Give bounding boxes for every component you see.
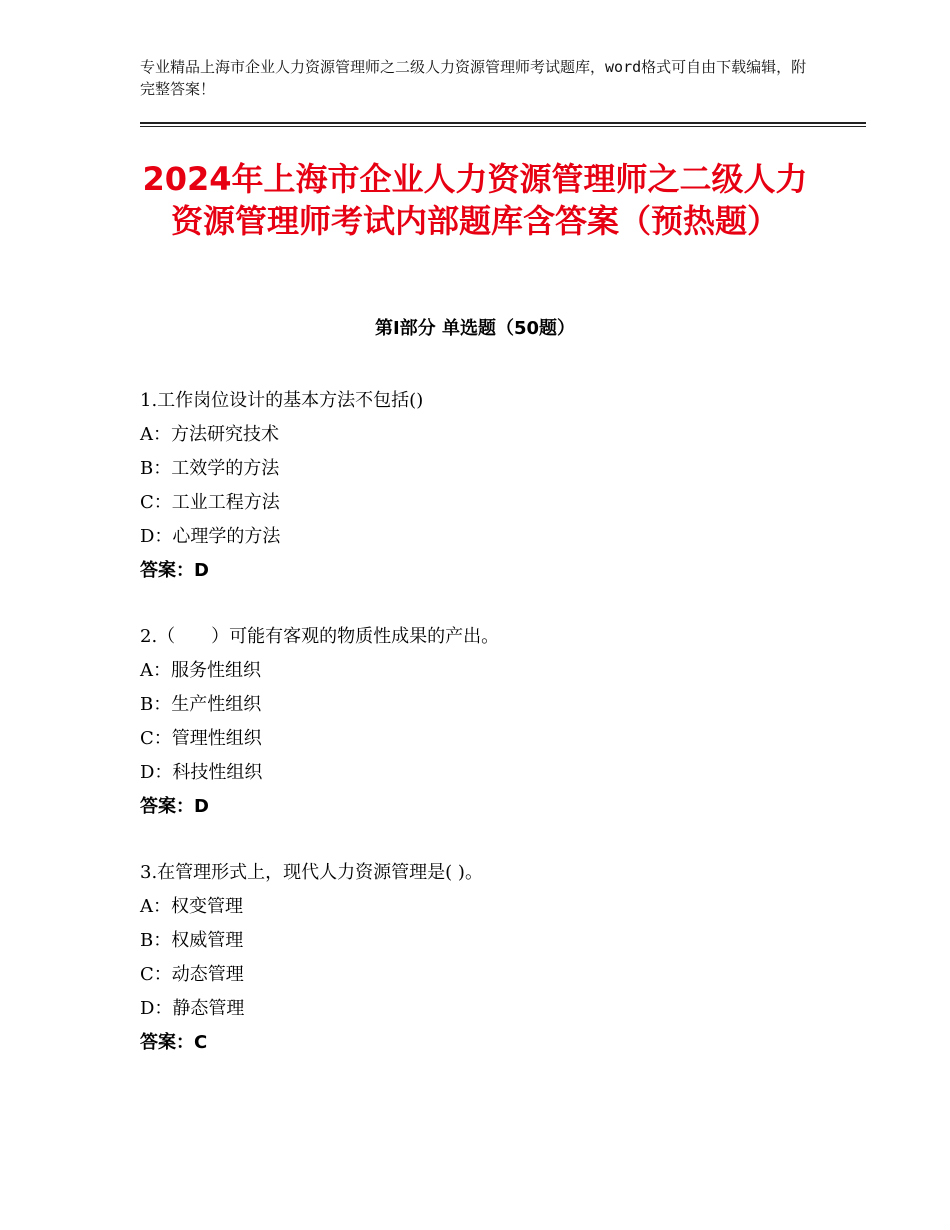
option-a: A：权变管理 xyxy=(140,896,243,917)
question-1 xyxy=(140,384,840,588)
option-c: C：动态管理 xyxy=(140,964,244,985)
document-title: 2024年上海市企业人力资源管理师之二级人力资源管理师考试内部题库含答案（预热题） xyxy=(142,160,808,240)
header-rule-thin xyxy=(140,126,866,127)
question-stem: 2.（ ）可能有客观的物质性成果的产出。 xyxy=(140,626,500,647)
option-c: C：管理性组织 xyxy=(140,728,262,749)
option-b: B：权威管理 xyxy=(140,930,244,951)
option-b: B：生产性组织 xyxy=(140,694,262,715)
option-c: C：工业工程方法 xyxy=(140,492,280,513)
question-stem: 1.工作岗位设计的基本方法不包括() xyxy=(140,390,424,411)
option-d: D：科技性组织 xyxy=(140,762,263,783)
answer: 答案：C xyxy=(140,1032,208,1053)
question-list xyxy=(140,384,840,1092)
answer: 答案：D xyxy=(140,796,209,817)
question-2 xyxy=(140,620,840,824)
option-a: A：方法研究技术 xyxy=(140,424,279,445)
question-3 xyxy=(140,856,840,1060)
option-b: B：工效学的方法 xyxy=(140,458,280,479)
question-stem: 3.在管理形式上，现代人力资源管理是( )。 xyxy=(140,862,483,883)
answer: 答案：D xyxy=(140,560,209,581)
option-d: D：静态管理 xyxy=(140,998,245,1019)
header-note: 专业精品上海市企业人力资源管理师之二级人力资源管理师考试题库，word格式可自由下载编辑，附完整答案！ xyxy=(140,58,807,98)
header-rule-thick xyxy=(140,122,866,124)
option-a: A：服务性组织 xyxy=(140,660,261,681)
option-d: D：心理学的方法 xyxy=(140,526,281,547)
section-title: 第Ⅰ部分 单选题（50题） xyxy=(374,318,575,339)
